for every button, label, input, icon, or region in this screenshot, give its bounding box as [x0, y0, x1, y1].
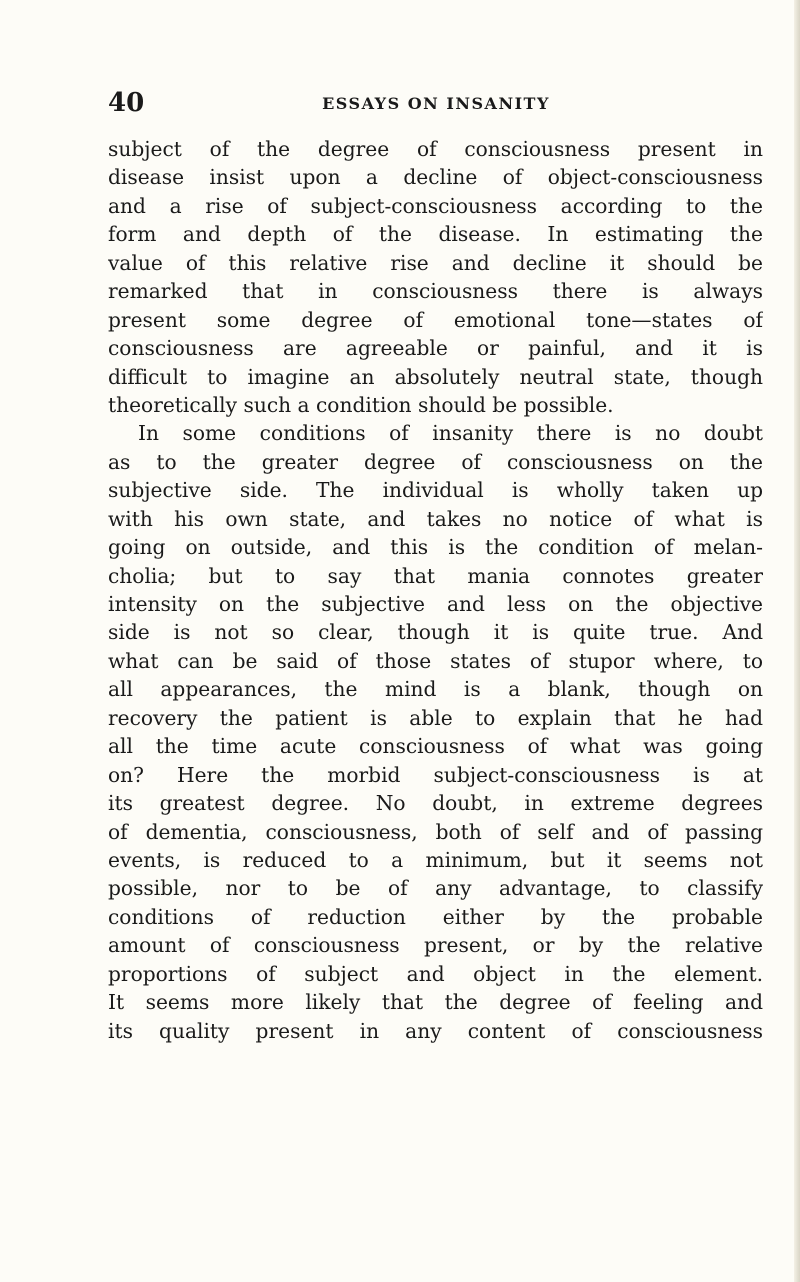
text-line: theoretically such a condition should be possible.	[108, 392, 614, 417]
text-line: its greatest degree. No doubt, in extreme degrees	[108, 791, 763, 816]
text-line: with his own state, and takes no notice of what is	[108, 506, 763, 531]
text-line: recovery the patient is able to explain that he had	[108, 705, 763, 730]
text-line: It seems more likely that the degree of feeling and	[108, 990, 763, 1015]
text-line: events, is reduced to a minimum, but it seems not	[108, 847, 763, 872]
text-line: conditions of reduction either by the probable	[108, 904, 763, 929]
text-line: of dementia, consciousness, both of self and of passing	[108, 819, 763, 844]
running-head	[108, 88, 764, 120]
text-line: value of this relative rise and decline it should be	[108, 250, 763, 275]
text-line: going on outside, and this is the condition of melan-	[108, 535, 763, 560]
text-line: cholia; but to say that mania connotes greater	[108, 563, 763, 588]
text-line: as to the greater degree of consciousness on the	[108, 449, 763, 474]
text-line: consciousness are agreeable or painful, and it is	[108, 336, 763, 361]
text-line: amount of consciousness present, or by the relative	[108, 933, 763, 958]
text-line: intensity on the subjective and less on the objective	[108, 592, 763, 616]
text-line: In some conditions of insanity there is no doubt	[138, 421, 763, 446]
text-line: subjective side. The individual is wholly taken up	[108, 478, 763, 503]
text-line: its quality present in any content of consciousness	[108, 1018, 763, 1043]
text-line: disease insist upon a decline of object-consciousness	[108, 165, 763, 190]
text-line: difficult to imagine an absolutely neutral state, though	[108, 364, 763, 389]
text-line: on? Here the morbid subject-consciousness is at	[108, 762, 763, 787]
text-line: proportions of subject and object in the element.	[108, 961, 763, 986]
text-line: and a rise of subject-consciousness according to the	[108, 193, 763, 218]
running-title: ESSAYS ON INSANITY	[322, 94, 550, 113]
text-line: form and depth of the disease. In estimating the	[108, 222, 763, 247]
body-text	[108, 135, 763, 1045]
text-line: what can be said of those states of stupor where, to	[108, 648, 763, 673]
text-line: all appearances, the mind is a blank, though on	[108, 677, 763, 702]
text-line: all the time acute consciousness of what was going	[108, 734, 763, 759]
text-line: possible, nor to be of any advantage, to classify	[108, 876, 763, 901]
text-line: side is not so clear, though it is quite true. And	[108, 620, 763, 645]
text-line: subject of the degree of consciousness present in	[108, 137, 763, 161]
text-line: remarked that in consciousness there is always	[108, 279, 763, 304]
page-number: 40	[108, 88, 145, 118]
text-line: present some degree of emotional tone—states of	[108, 307, 763, 332]
page-edge	[794, 0, 800, 1282]
